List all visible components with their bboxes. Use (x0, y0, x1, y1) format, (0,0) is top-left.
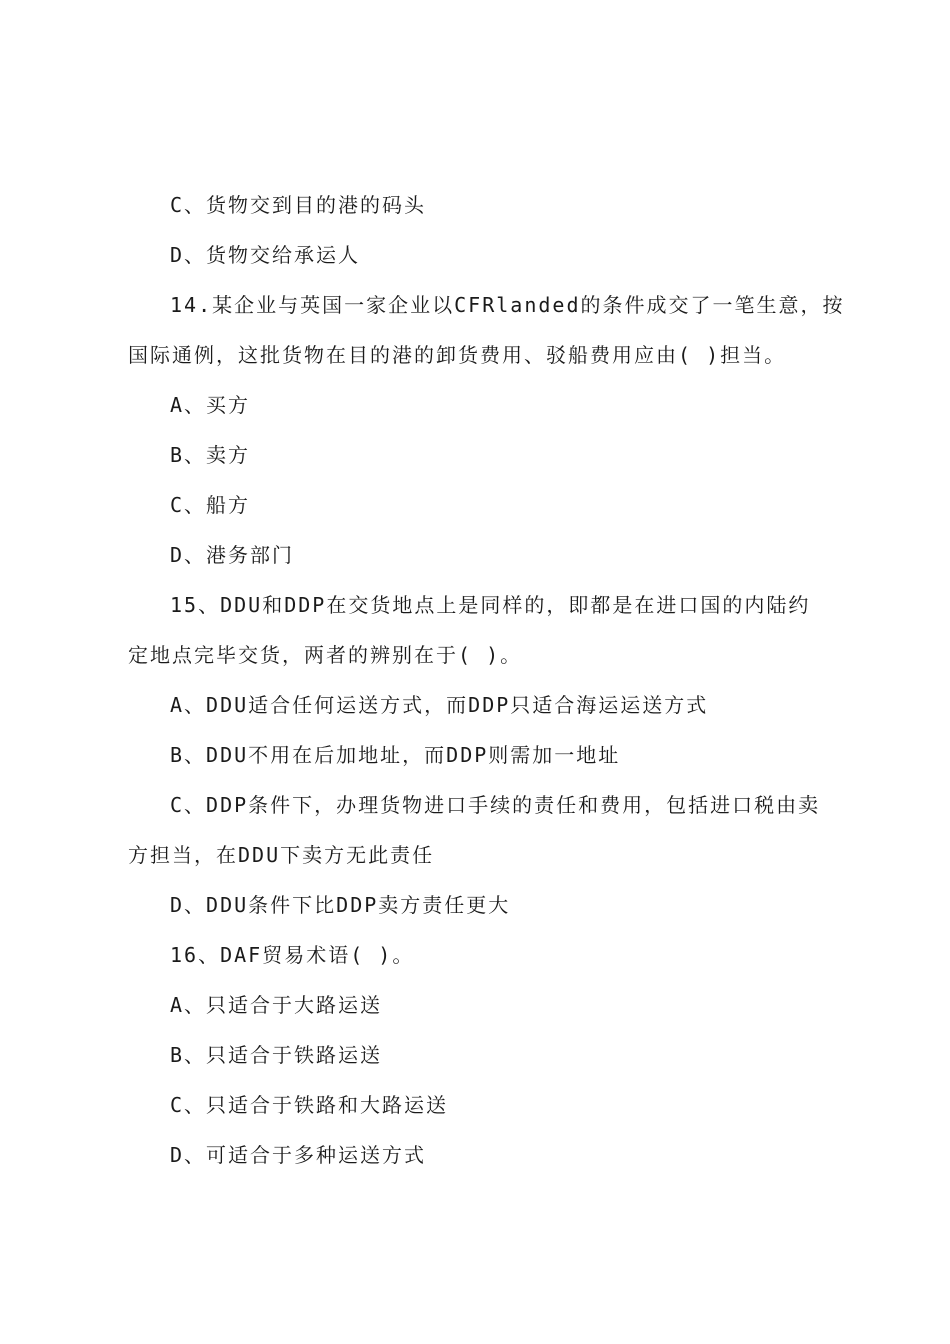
option-15-a: A、DDU适合任何运送方式，而DDP只适合海运运送方式 (170, 693, 709, 717)
option-14-d: D、港务部门 (170, 543, 295, 567)
option-16-d: D、可适合于多种运送方式 (170, 1143, 427, 1167)
option-14-a: A、买方 (170, 393, 251, 417)
option-16-a: A、只适合于大路运送 (170, 993, 383, 1017)
option-15-b: B、DDU不用在后加地址，而DDP则需加一地址 (170, 743, 621, 767)
option-15-c-line-2: 方担当，在DDU下卖方无此责任 (128, 843, 435, 867)
option-15-d: D、DDU条件下比DDP卖方责任更大 (170, 893, 511, 917)
option-16-c: C、只适合于铁路和大路运送 (170, 1093, 449, 1117)
option-15-c-line-1: C、DDP条件下，办理货物进口手续的责任和费用，包括进口税由卖 (170, 793, 821, 817)
question-16: 16、DAF贸易术语( )。 (170, 943, 415, 967)
question-14-line-2: 国际通例，这批货物在目的港的卸货费用、驳船费用应由( )担当。 (128, 343, 787, 367)
option-14-b: B、卖方 (170, 443, 251, 467)
document-body (128, 188, 845, 1188)
option-13-d: D、货物交给承运人 (170, 243, 361, 267)
question-14-line-1: 14.某企业与英国一家企业以CFRlanded的条件成交了一笔生意，按 (170, 293, 845, 317)
option-16-b: B、只适合于铁路运送 (170, 1043, 383, 1067)
question-15-line-2: 定地点完毕交货，两者的辨别在于( )。 (128, 643, 523, 667)
option-13-c: C、货物交到目的港的码头 (170, 193, 427, 217)
question-15-line-1: 15、DDU和DDP在交货地点上是同样的，即都是在进口国的内陆约 (170, 593, 811, 617)
option-14-c: C、船方 (170, 493, 251, 517)
